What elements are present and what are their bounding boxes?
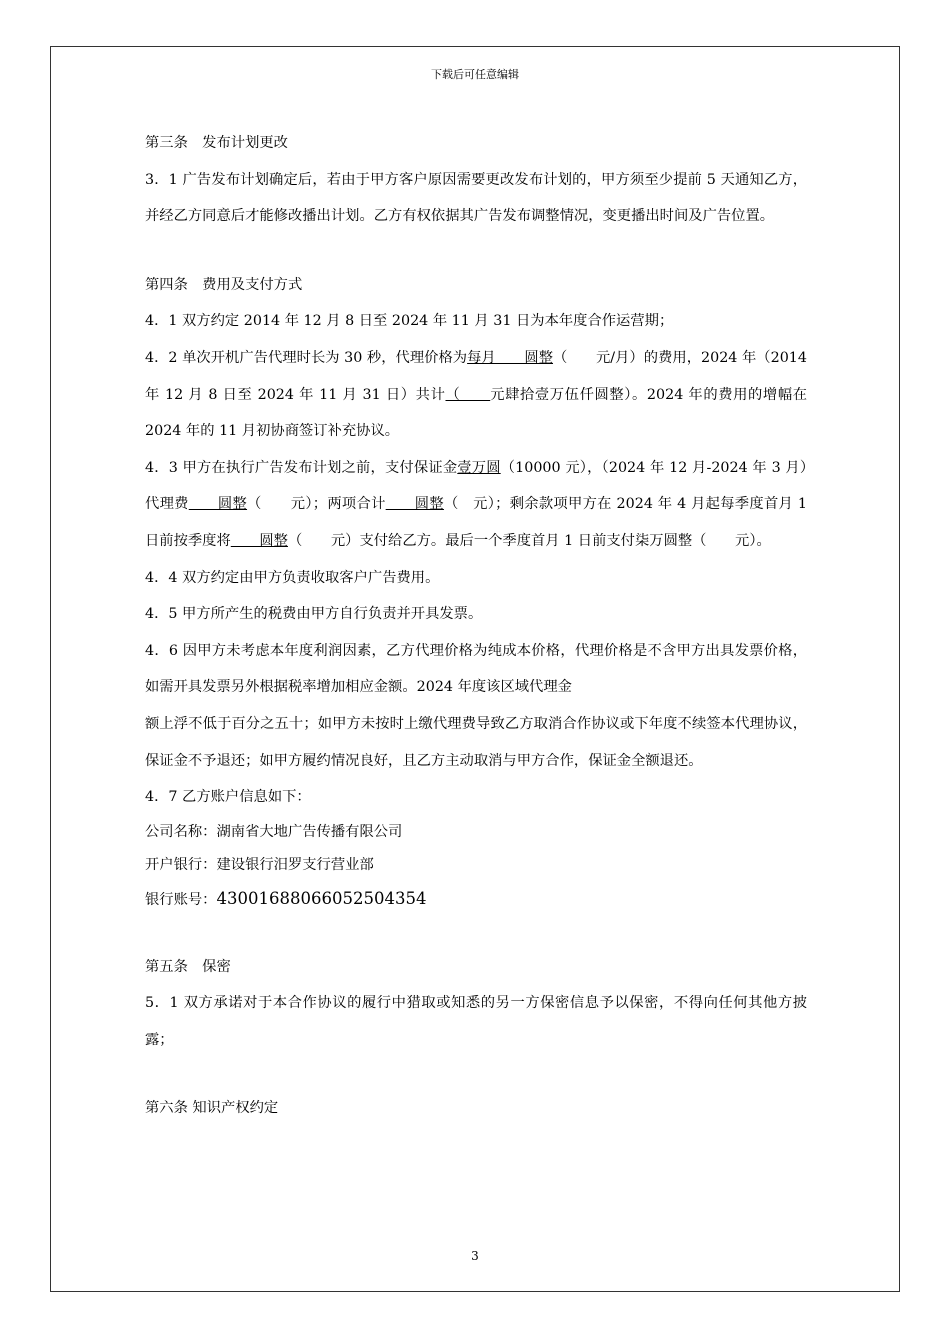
- underlined-blank: 每月 圆整: [467, 349, 554, 366]
- page-number: 3: [471, 1249, 479, 1263]
- clause-4-1: 4．1 双方约定 2014 年 12 月 8 日至 2024 年 11 月 31 日为本年度合作运营期；: [145, 313, 674, 330]
- clause-3-1: 3．1 广告发布计划确定后，若由于甲方客户原因需要更改发布计划的，甲方须至少提前 5 天通知乙方，并经乙方同意后才能修改播出计划。乙方有权依据其广告发布调整情况，变更播出时间及广告位置。: [145, 171, 807, 225]
- bank-name: 开户银行：建设银行汨罗支行营业部: [145, 856, 374, 873]
- underlined-blank: 圆整: [188, 496, 248, 513]
- clause-5-1: 5．1 双方承诺对于本合作协议的履行中猎取或知悉的另一方保密信息予以保密，不得向任何其他方披露；: [145, 995, 807, 1048]
- clause-4-3: 4．3 甲方在执行广告发布计划之前，支付保证金壹万圆（10000 元），（2024 年 12 月-2024 年 3 月）代理费 圆整（ 元）；两项合计 圆整（ 元）；剩余款项甲方在 2024 年 4 月起每季度首月 1 日前按季度将 圆整（ 元）支付给乙方。最后一个季度首月 1 日前支付柒万圆整（ 元）。: [145, 459, 808, 549]
- account-number: 43001688066052504354: [216, 888, 427, 908]
- clause-4-4: 4．4 双方约定由甲方负责收取客户广告费用。: [145, 569, 440, 586]
- section-6-title: 第六条 知识产权约定: [145, 1100, 279, 1117]
- document-body: [145, 125, 807, 1127]
- section-5-title: 第五条 保密: [145, 958, 231, 975]
- clause-4-5: 4．5 甲方所产生的税费由甲方自行负责并开具发票。: [145, 606, 483, 623]
- underlined-blank: 圆整: [230, 532, 288, 549]
- clause-4-6-part-1: 4．6 因甲方未考虑本年度利润因素，乙方代理价格为纯成本价格，代理价格是不含甲方出具发票价格，如需开具发票另外根据税率增加相应金额。2024 年度该区域代理金: [145, 642, 807, 696]
- underlined-blank: （: [445, 386, 491, 403]
- underlined-blank: 圆整: [385, 496, 444, 513]
- clause-4-7: 4．7 乙方账户信息如下：: [145, 789, 311, 806]
- clause-4-2: 4．2 单次开机广告代理时长为 30 秒，代理价格为每月 圆整（ 元/月）的费用，2024 年（2014 年 12 月 8 日至 2024 年 11 月 31 日）共计（ 元肆拾壹万伍仟圆整）。2024 年的费用的增幅在 2024 年的 11 月初协商签订补充协议。: [145, 349, 808, 440]
- section-3-title: 第三条 发布计划更改: [145, 135, 288, 151]
- section-4-title: 第四条 费用及支付方式: [145, 276, 303, 293]
- bank-account: 银行账号：43001688066052504354: [145, 888, 427, 908]
- clause-4-6-part-2: 额上浮不低于百分之五十；如甲方未按时上缴代理费导致乙方取消合作协议或下年度不续签本代理协议，保证金不予退还；如甲方履约情况良好，且乙方主动取消与甲方合作，保证金全额退还。: [145, 715, 807, 769]
- page-header: 下载后可任意编辑: [431, 68, 519, 81]
- underlined-blank: 壹万圆: [457, 459, 501, 476]
- company-name: 公司名称：湖南省大地广告传播有限公司: [145, 823, 403, 840]
